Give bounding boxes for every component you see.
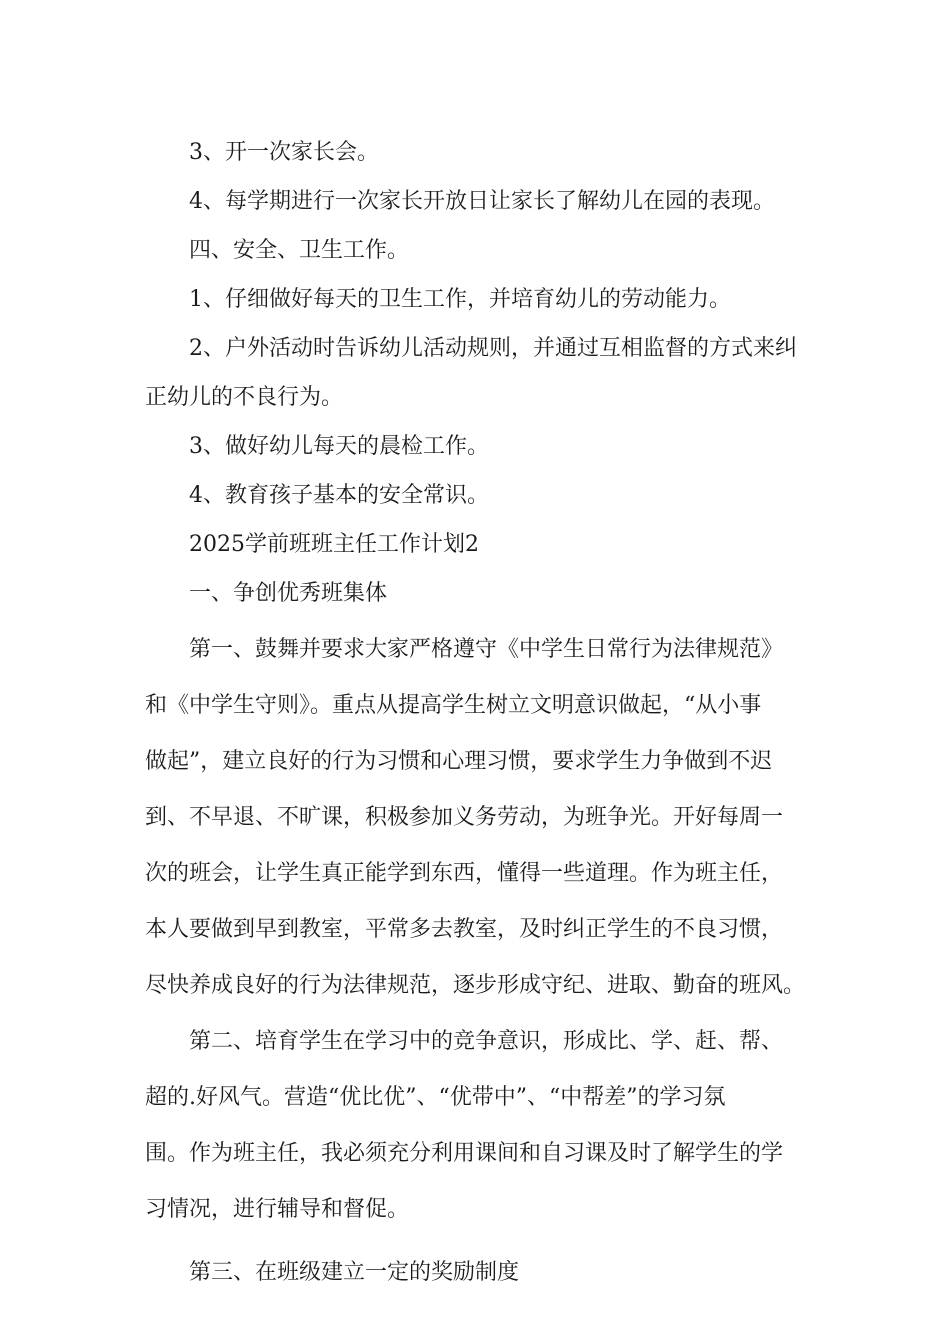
text-line: 3、开一次家长会。 xyxy=(189,140,379,165)
text-line: 第三、在班级建立一定的奖励制度 xyxy=(189,1260,520,1285)
text-line: 到、不早退、不旷课，积极参加义务劳动，为班争光。开好每周一 xyxy=(145,805,784,830)
text-line: 尽快养成良好的行为法律规范，逐步形成守纪、进取、勤奋的班风。 xyxy=(145,973,806,998)
text-line: 正幼儿的不良行为。 xyxy=(145,385,344,410)
text-line: 次的班会，让学生真正能学到东西，懂得一些道理。作为班主任， xyxy=(145,861,784,886)
text-line: 超的.好风气。营造“优比优”、“优带中”、“中帮差”的学习氛 xyxy=(145,1085,726,1110)
text-line: 第二、培育学生在学习中的竞争意识，形成比、学、赶、帮、 xyxy=(189,1029,784,1054)
text-line: 4、每学期进行一次家长开放日让家长了解幼儿在园的表现。 xyxy=(189,189,775,214)
section-heading: 一、争创优秀班集体 xyxy=(189,581,388,606)
text-line: 围。作为班主任，我必须充分利用课间和自习课及时了解学生的学 xyxy=(145,1141,784,1166)
text-line: 本人要做到早到教室，平常多去教室，及时纠正学生的不良习惯， xyxy=(145,917,784,942)
text-line: 和《中学生守则》。重点从提高学生树立文明意识做起，“从小事 xyxy=(145,693,762,718)
text-line: 1、仔细做好每天的卫生工作，并培育幼儿的劳动能力。 xyxy=(189,287,731,312)
text-line: 2、户外活动时告诉幼儿活动规则，并通过互相监督的方式来纠 xyxy=(189,336,797,361)
text-line: 做起”，建立良好的行为习惯和心理习惯，要求学生力争做到不迟 xyxy=(145,749,773,774)
text-line: 4、教育孩子基本的安全常识。 xyxy=(189,483,489,508)
document-body xyxy=(145,128,805,1297)
text-line: 习情况，进行辅导和督促。 xyxy=(145,1197,410,1222)
section-heading: 四、安全、卫生工作。 xyxy=(189,238,410,263)
text-line: 第一、鼓舞并要求大家严格遵守《中学生日常行为法律规范》 xyxy=(189,637,784,662)
document-title: 2025学前班班主任工作计划2 xyxy=(189,532,479,557)
text-line: 3、做好幼儿每天的晨检工作。 xyxy=(189,434,489,459)
